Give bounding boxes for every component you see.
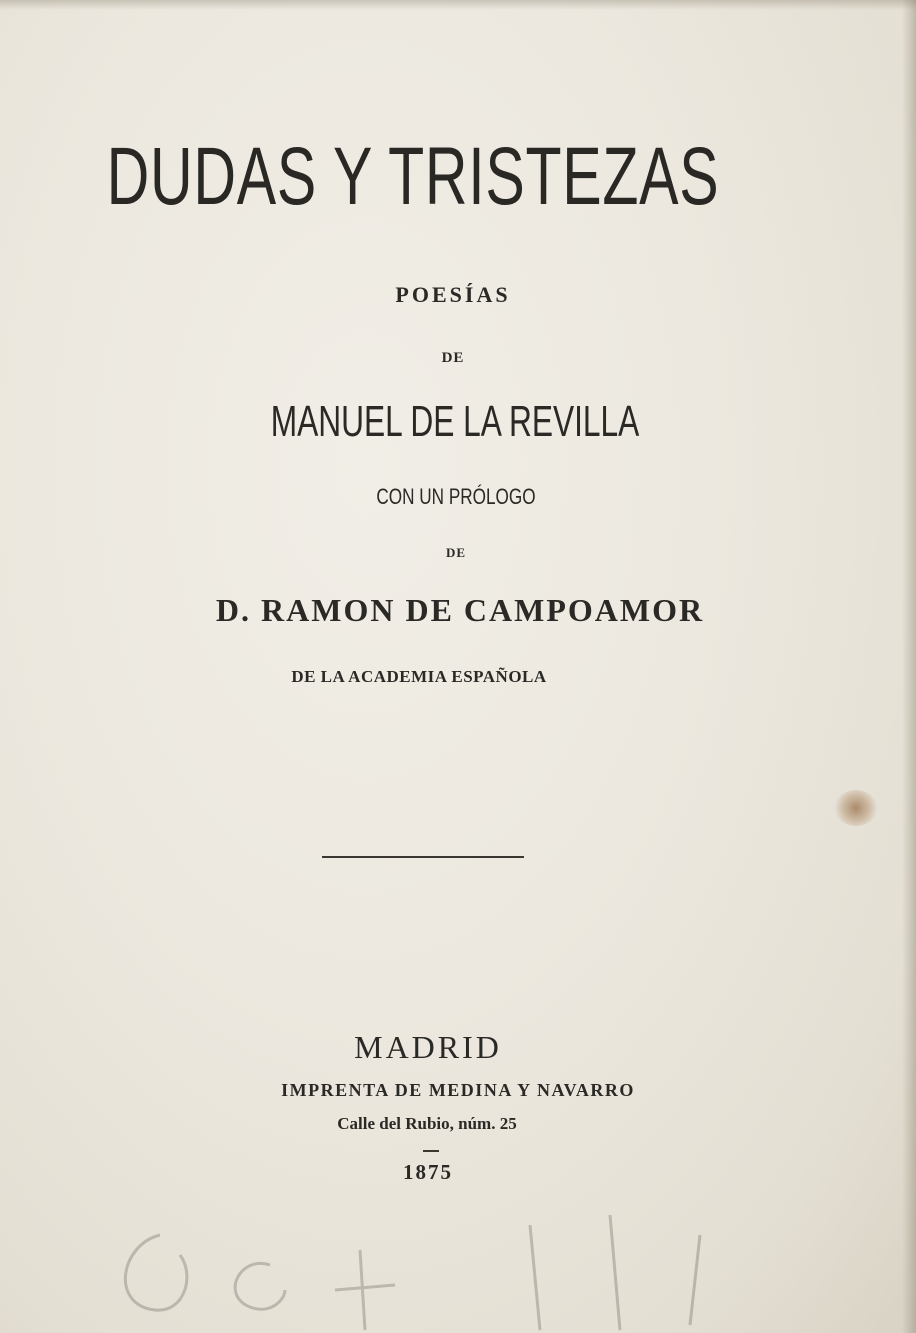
by-line-1: DE	[441, 350, 465, 366]
page-edge-shadow-right	[902, 0, 916, 1333]
imprint-address: Calle del Rubio, núm. 25	[337, 1114, 517, 1133]
pencil-marks	[100, 1195, 720, 1333]
page-edge-shadow-top	[0, 0, 916, 10]
foxing-stain	[834, 790, 878, 826]
imprint-city: MADRID	[354, 1029, 502, 1065]
author-name: MANUEL DE LA REVILLA	[270, 397, 640, 446]
imprint-printer: IMPRENTA DE MEDINA Y NAVARRO	[281, 1080, 635, 1100]
book-subtitle: POESÍAS	[395, 282, 511, 307]
book-title: DUDAS Y TRISTEZAS	[106, 131, 720, 222]
prologue-author-affiliation: DE LA ACADEMIA ESPAÑOLA	[291, 667, 547, 686]
year-rule	[423, 1150, 439, 1152]
by-line-2: DE	[445, 545, 467, 560]
imprint-year: 1875	[403, 1160, 453, 1184]
prologue-author: D. RAMON DE CAMPOAMOR	[215, 592, 705, 628]
divider-rule	[322, 856, 524, 858]
prologue-line: CON UN PRÓLOGO	[376, 484, 536, 509]
